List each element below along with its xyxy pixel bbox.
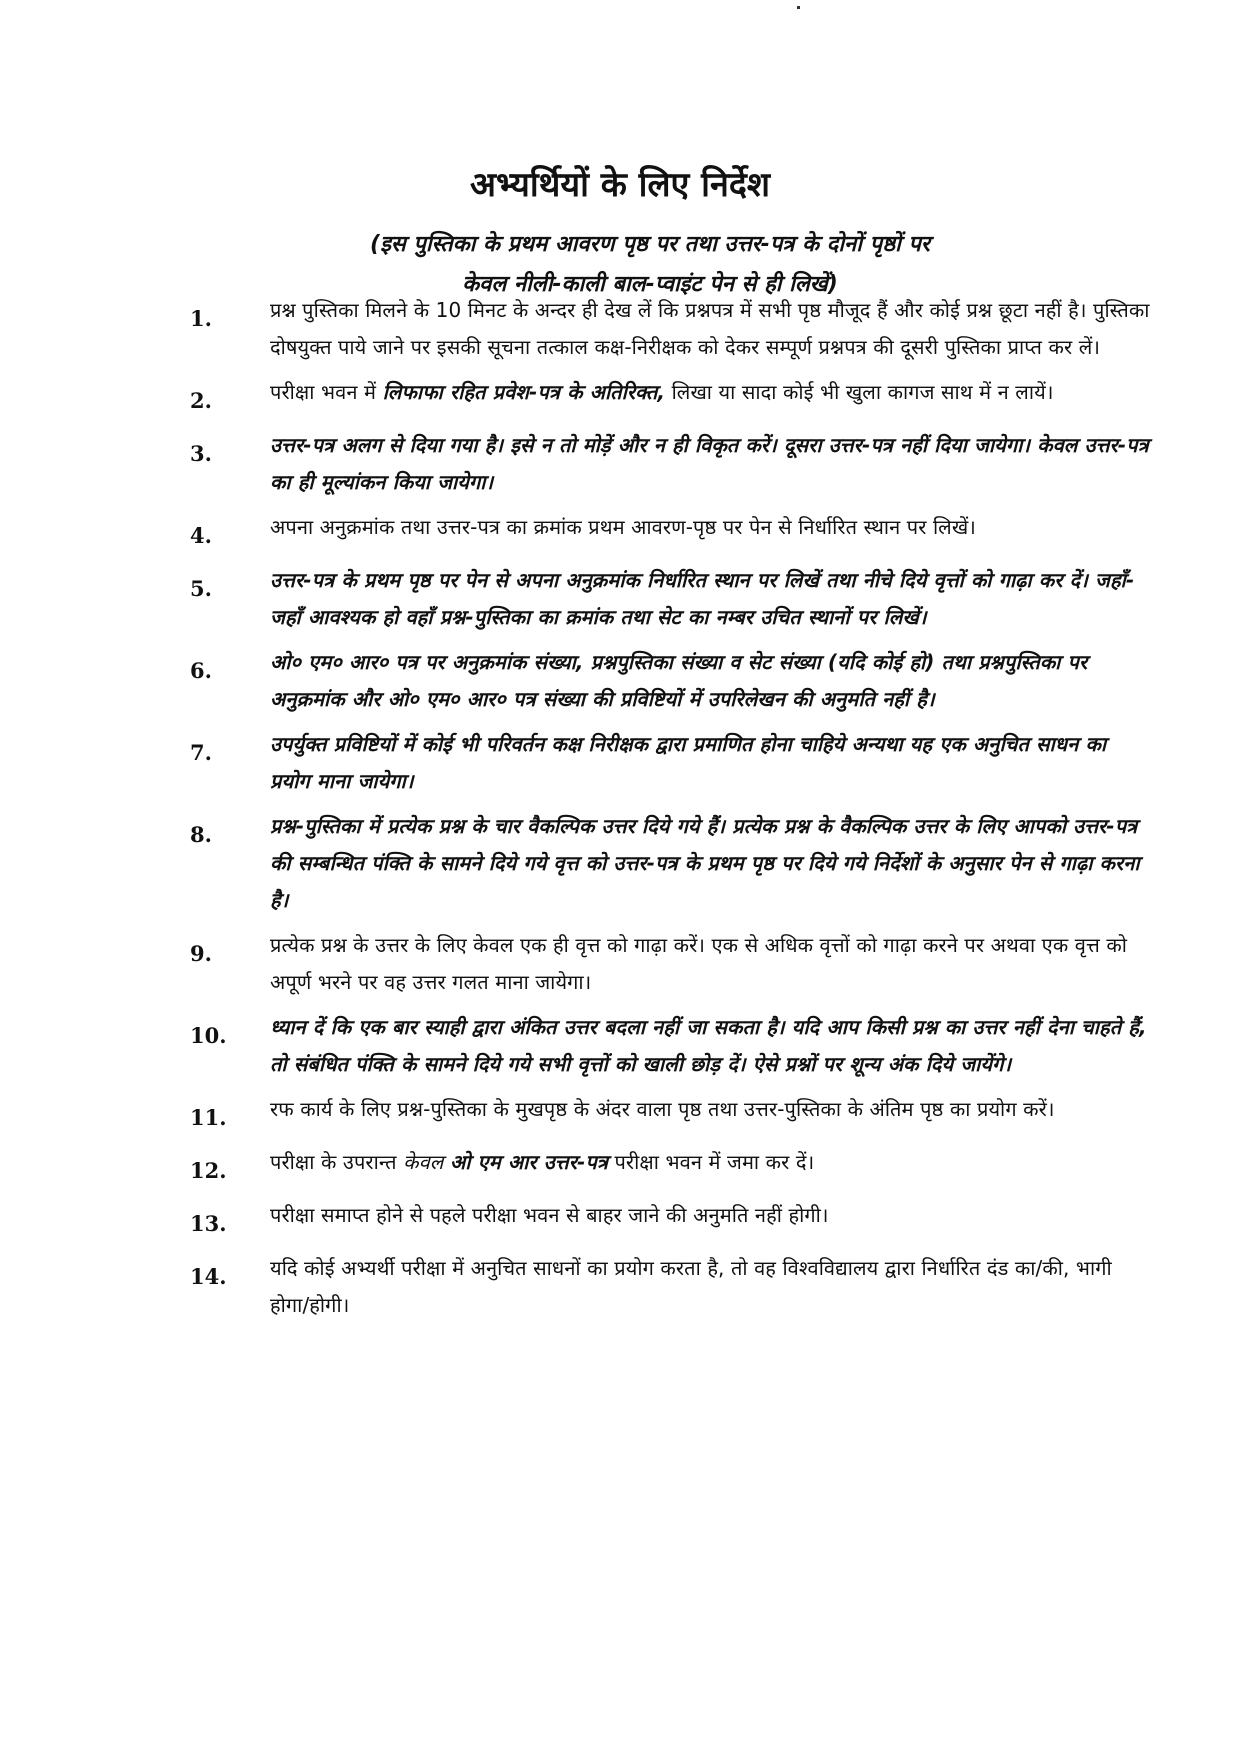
instruction-text-emphasis: लिफाफा रहित प्रवेश-पत्र के अतिरिक्त, <box>382 380 666 404</box>
instruction-item-3 <box>190 427 1150 501</box>
instruction-text: परीक्षा समाप्त होने से पहले परीक्षा भवन से बाहर जाने की अनुमति नहीं होगी। <box>270 1203 829 1227</box>
instruction-number: 11. <box>190 1105 227 1130</box>
instruction-item-1 <box>190 292 1150 366</box>
instruction-text: उत्तर-पत्र अलग से दिया गया है। इसे न तो मोड़ें और न ही विकृत करें। दूसरा उत्तर-पत्र नहीं दिया जायेगा। केवल उत्तर-पत्र का ही मूल्यांकन किया जायेगा। <box>270 433 1149 494</box>
instruction-number: 8. <box>190 822 212 847</box>
instruction-item-8 <box>190 808 1150 919</box>
instruction-text: रफ कार्य के लिए प्रश्न-पुस्तिका के मुखपृष्ठ के अंदर वाला पृष्ठ तथा उत्तर-पुस्तिका के अंतिम पृष्ठ का प्रयोग करें। <box>270 1097 1055 1121</box>
instruction-text: प्रश्न-पुस्तिका में प्रत्येक प्रश्न के चार वैकल्पिक उत्तर दिये गये हैं। प्रत्येक प्रश्न के वैकल्पिक उत्तर के लिए आपको उत्तर-पत्र की सम्बन्धित पंक्ति के सामने दिये गये वृत्त को उत्तर-पत्र के प्रथम पृष्ठ पर दिये गये निर्देशों के अनुसार पेन से गाढ़ा करना है। <box>270 814 1140 912</box>
subtitle-line-1: (इस पुस्तिका के प्रथम आवरण पृष्ठ पर तथा उत्तर-पत्र के दोनों पृष्ठों पर <box>370 232 930 257</box>
instruction-text <box>270 374 1150 411</box>
instruction-item-12 <box>190 1144 1150 1189</box>
instruction-text: ओ० एम० आर० पत्र पर अनुक्रमांक संख्या, प्रश्नपुस्तिका संख्या व सेट संख्या (यदि कोई हो) तथा प्रश्नपुस्तिका पर अनुक्रमांक और ओ० एम० आर० पत्र संख्या की प्रविष्टियों में उपरिलेखन की अनुमति नहीं है। <box>270 650 1088 711</box>
instruction-text: उत्तर-पत्र के प्रथम पृष्ठ पर पेन से अपना अनुक्रमांक निर्धारित स्थान पर लिखें तथा नीचे दिये वृत्तों को गाढ़ा कर दें। जहाँ-जहाँ आवश्यक हो वहाँ प्रश्न-पुस्तिका का क्रमांक तथा सेट का नम्बर उचित स्थानों पर लिखें। <box>270 568 1135 629</box>
instruction-number: 14. <box>190 1264 227 1289</box>
instruction-item-13 <box>190 1197 1150 1242</box>
instruction-list <box>190 292 1150 1332</box>
instruction-number: 10. <box>190 1023 227 1048</box>
instruction-text-part: परीक्षा भवन में जमा कर दें। <box>608 1150 815 1174</box>
instruction-number: 2. <box>190 388 212 413</box>
instruction-number: 6. <box>190 658 212 683</box>
instruction-text-italic: केवल <box>403 1150 444 1174</box>
instruction-item-5 <box>190 562 1150 636</box>
instruction-text-part: परीक्षा के उपरान्त <box>270 1150 404 1174</box>
instruction-number: 9. <box>190 941 212 966</box>
page-title: अभ्यर्थियों के लिए निर्देश <box>469 165 771 205</box>
instruction-text: उपर्युक्त प्रविष्टियों में कोई भी परिवर्तन कक्ष निरीक्षक द्वारा प्रमाणित होना चाहिये अन्यथा यह एक अनुचित साधन का प्रयोग माना जायेगा। <box>270 732 1107 793</box>
subtitle-line-2: केवल नीली-काली बाल-प्वाइंट पेन से ही लिखें) <box>462 272 838 297</box>
instruction-text-part: परीक्षा भवन में <box>270 380 383 404</box>
instruction-text: प्रत्येक प्रश्न के उत्तर के लिए केवल एक ही वृत्त को गाढ़ा करें। एक से अधिक वृत्तों को गाढ़ा करने पर अथवा एक वृत्त को अपूर्ण भरने पर वह उत्तर गलत माना जायेगा। <box>270 933 1127 994</box>
instruction-item-11 <box>190 1091 1150 1136</box>
instruction-text: अपना अनुक्रमांक तथा उत्तर-पत्र का क्रमांक प्रथम आवरण-पृष्ठ पर पेन से निर्धारित स्थान पर लिखें। <box>270 515 976 539</box>
instruction-text: यदि कोई अभ्यर्थी परीक्षा में अनुचित साधनों का प्रयोग करता है, तो वह विश्वविद्यालय द्वारा निर्धारित दंड का/की, भागी होगा/होगी। <box>270 1256 1112 1317</box>
instruction-number: 12. <box>190 1158 227 1183</box>
instruction-number: 3. <box>190 441 212 466</box>
instruction-text-part: लिखा या सादा कोई भी खुला कागज साथ में न लायें। <box>665 380 1054 404</box>
instruction-item-10 <box>190 1009 1150 1083</box>
instruction-item-7 <box>190 726 1150 800</box>
instruction-number: 7. <box>190 740 212 765</box>
instruction-item-6 <box>190 644 1150 718</box>
instruction-number: 13. <box>190 1211 227 1236</box>
instruction-number: 5. <box>190 576 212 601</box>
instruction-item-14 <box>190 1250 1150 1324</box>
instruction-text-emphasis: ओ एम आर उत्तर-पत्र <box>449 1150 608 1174</box>
instruction-text: ध्यान दें कि एक बार स्याही द्वारा अंकित उत्तर बदला नहीं जा सकता है। यदि आप किसी प्रश्न का उत्तर नहीं देना चाहते हैं, तो संबंधित पंक्ति के सामने दिये गये सभी वृत्तों को खाली छोड़ दें। ऐसे प्रश्नों पर शून्य अंक दिये जायेंगे। <box>270 1015 1147 1076</box>
instruction-text: प्रश्न पुस्तिका मिलने के 10 मिनट के अन्दर ही देख लें कि प्रश्नपत्र में सभी पृष्ठ मौजूद हैं और कोई प्रश्न छूटा नहीं है। पुस्तिका दोषयुक्त पाये जाने पर इसकी सूचना तत्काल कक्ष-निरीक्षक को देकर सम्पूर्ण प्रश्नपत्र की दूसरी पुस्तिका प्राप्त कर लें। <box>270 298 1150 359</box>
instruction-text <box>270 1144 1150 1181</box>
instruction-item-9 <box>190 927 1150 1001</box>
instruction-item-2 <box>190 374 1150 419</box>
instruction-number: 1. <box>190 306 212 331</box>
instruction-number: 4. <box>190 523 212 548</box>
instruction-item-4 <box>190 509 1150 554</box>
scan-speck <box>797 6 800 9</box>
